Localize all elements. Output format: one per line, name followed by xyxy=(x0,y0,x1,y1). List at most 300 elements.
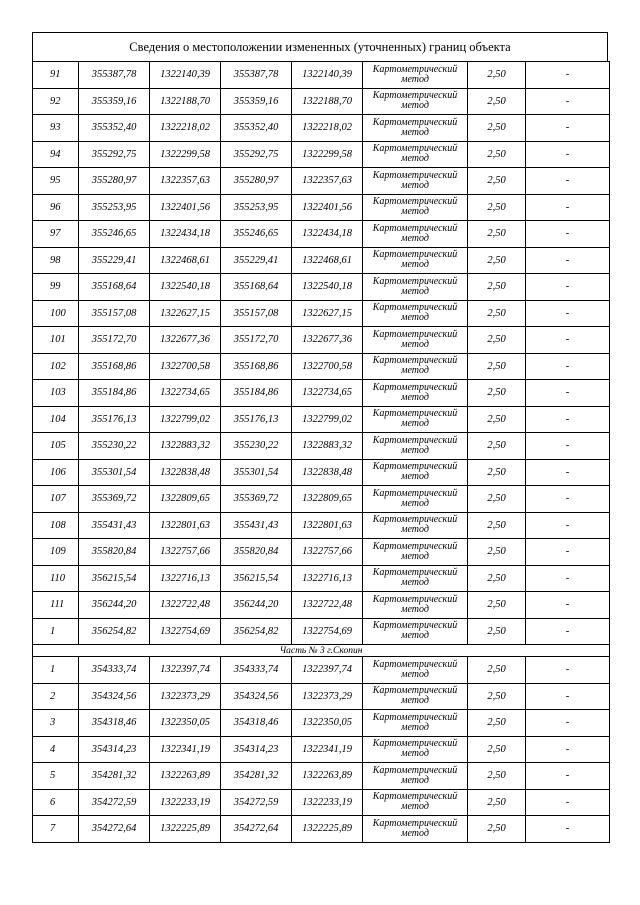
note-cell: - xyxy=(526,433,610,460)
x-refined-cell: 355301,54 xyxy=(221,459,292,486)
method-cell xyxy=(363,380,468,407)
x-existing-cell: 355359,16 xyxy=(79,88,150,115)
method-line-1: Картометрический xyxy=(372,593,458,605)
y-existing-cell: 1322468,61 xyxy=(150,247,221,274)
method-line-1: Картометрический xyxy=(372,658,458,670)
y-refined-cell: 1322341,19 xyxy=(292,736,363,763)
note-cell: - xyxy=(526,88,610,115)
note-cell: - xyxy=(526,221,610,248)
method-line-1: Картометрический xyxy=(372,764,458,776)
y-refined-cell: 1322140,39 xyxy=(292,62,363,89)
accuracy-cell: 2,50 xyxy=(468,141,526,168)
note-cell: - xyxy=(526,486,610,513)
method-line-2: метод xyxy=(401,153,429,165)
point-number-cell: 2 xyxy=(33,683,79,710)
y-existing-cell: 1322627,15 xyxy=(150,300,221,327)
method-line-2: метод xyxy=(401,444,429,456)
method-cell xyxy=(363,816,468,843)
method-cell xyxy=(363,115,468,142)
method-cell xyxy=(363,710,468,737)
point-number-cell: 4 xyxy=(33,736,79,763)
method-line-1: Картометрический xyxy=(372,196,458,208)
method-line-2: метод xyxy=(401,630,429,642)
table-title: Сведения о местоположении измененных (уточненных) границ объекта xyxy=(32,32,608,61)
method-line-2: метод xyxy=(401,285,429,297)
y-refined-cell: 1322350,05 xyxy=(292,710,363,737)
y-refined-cell: 1322434,18 xyxy=(292,221,363,248)
table-row xyxy=(33,486,610,513)
note-cell: - xyxy=(526,247,610,274)
method-cell xyxy=(363,618,468,645)
table-row xyxy=(33,710,610,737)
point-number-cell: 93 xyxy=(33,115,79,142)
method-line-2: метод xyxy=(401,259,429,271)
point-number-cell: 6 xyxy=(33,789,79,816)
y-refined-cell: 1322225,89 xyxy=(292,816,363,843)
method-line-1: Картометрический xyxy=(372,275,458,287)
accuracy-cell: 2,50 xyxy=(468,327,526,354)
y-refined-cell: 1322263,89 xyxy=(292,763,363,790)
y-existing-cell: 1322734,65 xyxy=(150,380,221,407)
x-existing-cell: 355292,75 xyxy=(79,141,150,168)
method-cell xyxy=(363,221,468,248)
section-part-3 xyxy=(33,645,610,657)
method-cell xyxy=(363,459,468,486)
point-number-cell: 95 xyxy=(33,168,79,195)
table-row xyxy=(33,353,610,380)
point-number-cell: 98 xyxy=(33,247,79,274)
point-number-cell: 3 xyxy=(33,710,79,737)
point-number-cell: 101 xyxy=(33,327,79,354)
x-existing-cell: 355184,86 xyxy=(79,380,150,407)
table-body-part-3 xyxy=(33,657,610,843)
y-existing-cell: 1322140,39 xyxy=(150,62,221,89)
method-line-1: Картометрический xyxy=(372,116,458,128)
accuracy-cell: 2,50 xyxy=(468,168,526,195)
method-line-2: метод xyxy=(401,232,429,244)
x-refined-cell: 355820,84 xyxy=(221,539,292,566)
note-cell: - xyxy=(526,353,610,380)
x-refined-cell: 355168,64 xyxy=(221,274,292,301)
point-number-cell: 105 xyxy=(33,433,79,460)
method-cell xyxy=(363,353,468,380)
method-line-1: Картометрический xyxy=(372,461,458,473)
y-existing-cell: 1322799,02 xyxy=(150,406,221,433)
x-refined-cell: 355253,95 xyxy=(221,194,292,221)
method-line-1: Картометрический xyxy=(372,381,458,393)
table-row xyxy=(33,88,610,115)
x-refined-cell: 356244,20 xyxy=(221,592,292,619)
y-existing-cell: 1322397,74 xyxy=(150,657,221,684)
method-line-1: Картометрический xyxy=(372,791,458,803)
y-refined-cell: 1322373,29 xyxy=(292,683,363,710)
x-refined-cell: 355230,22 xyxy=(221,433,292,460)
x-existing-cell: 355301,54 xyxy=(79,459,150,486)
y-existing-cell: 1322838,48 xyxy=(150,459,221,486)
note-cell: - xyxy=(526,406,610,433)
note-cell: - xyxy=(526,763,610,790)
x-refined-cell: 355176,13 xyxy=(221,406,292,433)
method-line-2: метод xyxy=(401,721,429,733)
note-cell: - xyxy=(526,816,610,843)
method-line-1: Картометрический xyxy=(372,408,458,420)
method-line-2: метод xyxy=(401,100,429,112)
note-cell: - xyxy=(526,274,610,301)
method-line-2: метод xyxy=(401,668,429,680)
y-refined-cell: 1322401,56 xyxy=(292,194,363,221)
method-line-1: Картометрический xyxy=(372,434,458,446)
y-refined-cell: 1322722,48 xyxy=(292,592,363,619)
accuracy-cell: 2,50 xyxy=(468,618,526,645)
x-refined-cell: 355292,75 xyxy=(221,141,292,168)
point-number-cell: 103 xyxy=(33,380,79,407)
method-line-1: Картометрический xyxy=(372,63,458,75)
accuracy-cell: 2,50 xyxy=(468,406,526,433)
method-line-1: Картометрический xyxy=(372,620,458,632)
x-refined-cell: 354281,32 xyxy=(221,763,292,790)
note-cell: - xyxy=(526,736,610,763)
x-refined-cell: 355157,08 xyxy=(221,300,292,327)
method-line-1: Картометрический xyxy=(372,328,458,340)
y-existing-cell: 1322434,18 xyxy=(150,221,221,248)
x-refined-cell: 354272,64 xyxy=(221,816,292,843)
y-existing-cell: 1322801,63 xyxy=(150,512,221,539)
accuracy-cell: 2,50 xyxy=(468,789,526,816)
x-refined-cell: 355184,86 xyxy=(221,380,292,407)
x-existing-cell: 355172,70 xyxy=(79,327,150,354)
table-row xyxy=(33,380,610,407)
point-number-cell: 100 xyxy=(33,300,79,327)
method-line-2: метод xyxy=(401,774,429,786)
y-refined-cell: 1322357,63 xyxy=(292,168,363,195)
method-line-1: Картометрический xyxy=(372,143,458,155)
accuracy-cell: 2,50 xyxy=(468,88,526,115)
method-line-2: метод xyxy=(401,206,429,218)
accuracy-cell: 2,50 xyxy=(468,486,526,513)
y-existing-cell: 1322401,56 xyxy=(150,194,221,221)
note-cell: - xyxy=(526,327,610,354)
x-existing-cell: 356244,20 xyxy=(79,592,150,619)
y-existing-cell: 1322233,19 xyxy=(150,789,221,816)
y-existing-cell: 1322883,32 xyxy=(150,433,221,460)
document-sheet xyxy=(32,32,608,843)
method-line-2: метод xyxy=(401,497,429,509)
y-refined-cell: 1322468,61 xyxy=(292,247,363,274)
method-line-1: Картометрический xyxy=(372,169,458,181)
x-existing-cell: 355229,41 xyxy=(79,247,150,274)
note-cell: - xyxy=(526,380,610,407)
x-refined-cell: 355280,97 xyxy=(221,168,292,195)
method-cell xyxy=(363,736,468,763)
table-row xyxy=(33,194,610,221)
point-number-cell: 111 xyxy=(33,592,79,619)
note-cell: - xyxy=(526,618,610,645)
method-cell xyxy=(363,274,468,301)
x-existing-cell: 356215,54 xyxy=(79,565,150,592)
method-line-1: Картометрический xyxy=(372,222,458,234)
method-cell xyxy=(363,433,468,460)
y-existing-cell: 1322700,58 xyxy=(150,353,221,380)
accuracy-cell: 2,50 xyxy=(468,62,526,89)
method-line-1: Картометрический xyxy=(372,302,458,314)
method-line-2: метод xyxy=(401,179,429,191)
table-row xyxy=(33,539,610,566)
method-line-2: метод xyxy=(401,73,429,85)
y-existing-cell: 1322188,70 xyxy=(150,88,221,115)
y-existing-cell: 1322809,65 xyxy=(150,486,221,513)
y-existing-cell: 1322357,63 xyxy=(150,168,221,195)
x-refined-cell: 355431,43 xyxy=(221,512,292,539)
y-existing-cell: 1322757,66 xyxy=(150,539,221,566)
x-existing-cell: 354272,59 xyxy=(79,789,150,816)
method-line-2: метод xyxy=(401,471,429,483)
x-existing-cell: 354324,56 xyxy=(79,683,150,710)
method-cell xyxy=(363,592,468,619)
table-row xyxy=(33,512,610,539)
accuracy-cell: 2,50 xyxy=(468,683,526,710)
method-line-2: метод xyxy=(401,391,429,403)
note-cell: - xyxy=(526,512,610,539)
note-cell: - xyxy=(526,300,610,327)
method-line-2: метод xyxy=(401,695,429,707)
point-number-cell: 97 xyxy=(33,221,79,248)
note-cell: - xyxy=(526,710,610,737)
note-cell: - xyxy=(526,115,610,142)
y-refined-cell: 1322801,63 xyxy=(292,512,363,539)
accuracy-cell: 2,50 xyxy=(468,736,526,763)
x-refined-cell: 354333,74 xyxy=(221,657,292,684)
method-cell xyxy=(363,168,468,195)
accuracy-cell: 2,50 xyxy=(468,512,526,539)
point-number-cell: 102 xyxy=(33,353,79,380)
point-number-cell: 91 xyxy=(33,62,79,89)
note-cell: - xyxy=(526,62,610,89)
x-existing-cell: 354314,23 xyxy=(79,736,150,763)
y-refined-cell: 1322757,66 xyxy=(292,539,363,566)
y-refined-cell: 1322627,15 xyxy=(292,300,363,327)
accuracy-cell: 2,50 xyxy=(468,539,526,566)
method-line-2: метод xyxy=(401,524,429,536)
x-existing-cell: 355246,65 xyxy=(79,221,150,248)
method-cell xyxy=(363,406,468,433)
x-refined-cell: 355168,86 xyxy=(221,353,292,380)
point-number-cell: 1 xyxy=(33,657,79,684)
accuracy-cell: 2,50 xyxy=(468,380,526,407)
x-existing-cell: 355431,43 xyxy=(79,512,150,539)
x-existing-cell: 355369,72 xyxy=(79,486,150,513)
method-line-2: метод xyxy=(401,418,429,430)
table-row xyxy=(33,763,610,790)
x-existing-cell: 355168,64 xyxy=(79,274,150,301)
table-row xyxy=(33,736,610,763)
x-existing-cell: 355168,86 xyxy=(79,353,150,380)
point-number-cell: 96 xyxy=(33,194,79,221)
point-number-cell: 7 xyxy=(33,816,79,843)
method-line-1: Картометрический xyxy=(372,540,458,552)
y-existing-cell: 1322722,48 xyxy=(150,592,221,619)
method-line-2: метод xyxy=(401,748,429,760)
y-existing-cell: 1322218,02 xyxy=(150,115,221,142)
accuracy-cell: 2,50 xyxy=(468,115,526,142)
method-cell xyxy=(363,486,468,513)
accuracy-cell: 2,50 xyxy=(468,353,526,380)
table-row xyxy=(33,247,610,274)
point-number-cell: 107 xyxy=(33,486,79,513)
x-existing-cell: 355176,13 xyxy=(79,406,150,433)
note-cell: - xyxy=(526,565,610,592)
table-row xyxy=(33,683,610,710)
y-refined-cell: 1322809,65 xyxy=(292,486,363,513)
method-line-2: метод xyxy=(401,603,429,615)
table-row xyxy=(33,657,610,684)
table-row xyxy=(33,406,610,433)
table-row xyxy=(33,789,610,816)
method-line-2: метод xyxy=(401,827,429,839)
method-line-2: метод xyxy=(401,801,429,813)
method-cell xyxy=(363,657,468,684)
method-line-1: Картометрический xyxy=(372,567,458,579)
table-row xyxy=(33,141,610,168)
note-cell: - xyxy=(526,141,610,168)
method-cell xyxy=(363,88,468,115)
y-refined-cell: 1322299,58 xyxy=(292,141,363,168)
x-existing-cell: 355230,22 xyxy=(79,433,150,460)
y-refined-cell: 1322188,70 xyxy=(292,88,363,115)
y-refined-cell: 1322883,32 xyxy=(292,433,363,460)
x-existing-cell: 355157,08 xyxy=(79,300,150,327)
x-refined-cell: 354318,46 xyxy=(221,710,292,737)
y-existing-cell: 1322373,29 xyxy=(150,683,221,710)
y-refined-cell: 1322716,13 xyxy=(292,565,363,592)
y-refined-cell: 1322218,02 xyxy=(292,115,363,142)
y-existing-cell: 1322754,69 xyxy=(150,618,221,645)
table-row xyxy=(33,62,610,89)
method-line-2: метод xyxy=(401,338,429,350)
method-cell xyxy=(363,683,468,710)
method-line-1: Картометрический xyxy=(372,711,458,723)
method-cell xyxy=(363,194,468,221)
table-row xyxy=(33,168,610,195)
table-row xyxy=(33,618,610,645)
y-refined-cell: 1322799,02 xyxy=(292,406,363,433)
x-refined-cell: 355229,41 xyxy=(221,247,292,274)
note-cell: - xyxy=(526,194,610,221)
point-number-cell: 106 xyxy=(33,459,79,486)
method-line-1: Картометрический xyxy=(372,90,458,102)
x-existing-cell: 355387,78 xyxy=(79,62,150,89)
method-cell xyxy=(363,300,468,327)
point-number-cell: 92 xyxy=(33,88,79,115)
accuracy-cell: 2,50 xyxy=(468,657,526,684)
x-refined-cell: 355172,70 xyxy=(221,327,292,354)
y-existing-cell: 1322341,19 xyxy=(150,736,221,763)
note-cell: - xyxy=(526,459,610,486)
x-refined-cell: 356215,54 xyxy=(221,565,292,592)
y-refined-cell: 1322838,48 xyxy=(292,459,363,486)
method-line-1: Картометрический xyxy=(372,249,458,261)
x-refined-cell: 356254,82 xyxy=(221,618,292,645)
method-line-1: Картометрический xyxy=(372,817,458,829)
accuracy-cell: 2,50 xyxy=(468,592,526,619)
method-cell xyxy=(363,565,468,592)
table-row xyxy=(33,433,610,460)
accuracy-cell: 2,50 xyxy=(468,300,526,327)
method-line-1: Картометрический xyxy=(372,355,458,367)
x-refined-cell: 355352,40 xyxy=(221,115,292,142)
method-line-1: Картометрический xyxy=(372,487,458,499)
table-body-part-2 xyxy=(33,62,610,645)
y-refined-cell: 1322397,74 xyxy=(292,657,363,684)
y-refined-cell: 1322540,18 xyxy=(292,274,363,301)
y-existing-cell: 1322225,89 xyxy=(150,816,221,843)
table-row xyxy=(33,300,610,327)
method-cell xyxy=(363,789,468,816)
point-number-cell: 110 xyxy=(33,565,79,592)
point-number-cell: 99 xyxy=(33,274,79,301)
x-existing-cell: 356254,82 xyxy=(79,618,150,645)
accuracy-cell: 2,50 xyxy=(468,247,526,274)
x-refined-cell: 354272,59 xyxy=(221,789,292,816)
y-existing-cell: 1322716,13 xyxy=(150,565,221,592)
method-line-1: Картометрический xyxy=(372,685,458,697)
method-line-2: метод xyxy=(401,312,429,324)
y-existing-cell: 1322350,05 xyxy=(150,710,221,737)
point-number-cell: 108 xyxy=(33,512,79,539)
x-refined-cell: 355246,65 xyxy=(221,221,292,248)
point-number-cell: 109 xyxy=(33,539,79,566)
y-existing-cell: 1322299,58 xyxy=(150,141,221,168)
y-existing-cell: 1322263,89 xyxy=(150,763,221,790)
accuracy-cell: 2,50 xyxy=(468,194,526,221)
accuracy-cell: 2,50 xyxy=(468,816,526,843)
method-cell xyxy=(363,141,468,168)
x-existing-cell: 354272,64 xyxy=(79,816,150,843)
method-line-2: метод xyxy=(401,577,429,589)
x-refined-cell: 355369,72 xyxy=(221,486,292,513)
table-row xyxy=(33,327,610,354)
y-refined-cell: 1322734,65 xyxy=(292,380,363,407)
x-existing-cell: 355820,84 xyxy=(79,539,150,566)
accuracy-cell: 2,50 xyxy=(468,710,526,737)
point-number-cell: 1 xyxy=(33,618,79,645)
x-refined-cell: 354324,56 xyxy=(221,683,292,710)
method-cell xyxy=(363,247,468,274)
method-cell xyxy=(363,763,468,790)
y-existing-cell: 1322677,36 xyxy=(150,327,221,354)
table-row xyxy=(33,565,610,592)
y-refined-cell: 1322233,19 xyxy=(292,789,363,816)
method-line-2: метод xyxy=(401,550,429,562)
accuracy-cell: 2,50 xyxy=(468,565,526,592)
method-cell xyxy=(363,327,468,354)
y-existing-cell: 1322540,18 xyxy=(150,274,221,301)
note-cell: - xyxy=(526,657,610,684)
y-refined-cell: 1322677,36 xyxy=(292,327,363,354)
table-row xyxy=(33,115,610,142)
method-line-2: метод xyxy=(401,365,429,377)
note-cell: - xyxy=(526,789,610,816)
method-cell xyxy=(363,539,468,566)
x-existing-cell: 355253,95 xyxy=(79,194,150,221)
point-number-cell: 94 xyxy=(33,141,79,168)
x-refined-cell: 354314,23 xyxy=(221,736,292,763)
table-row xyxy=(33,274,610,301)
point-number-cell: 5 xyxy=(33,763,79,790)
table-row xyxy=(33,459,610,486)
accuracy-cell: 2,50 xyxy=(468,459,526,486)
method-cell xyxy=(363,62,468,89)
note-cell: - xyxy=(526,168,610,195)
